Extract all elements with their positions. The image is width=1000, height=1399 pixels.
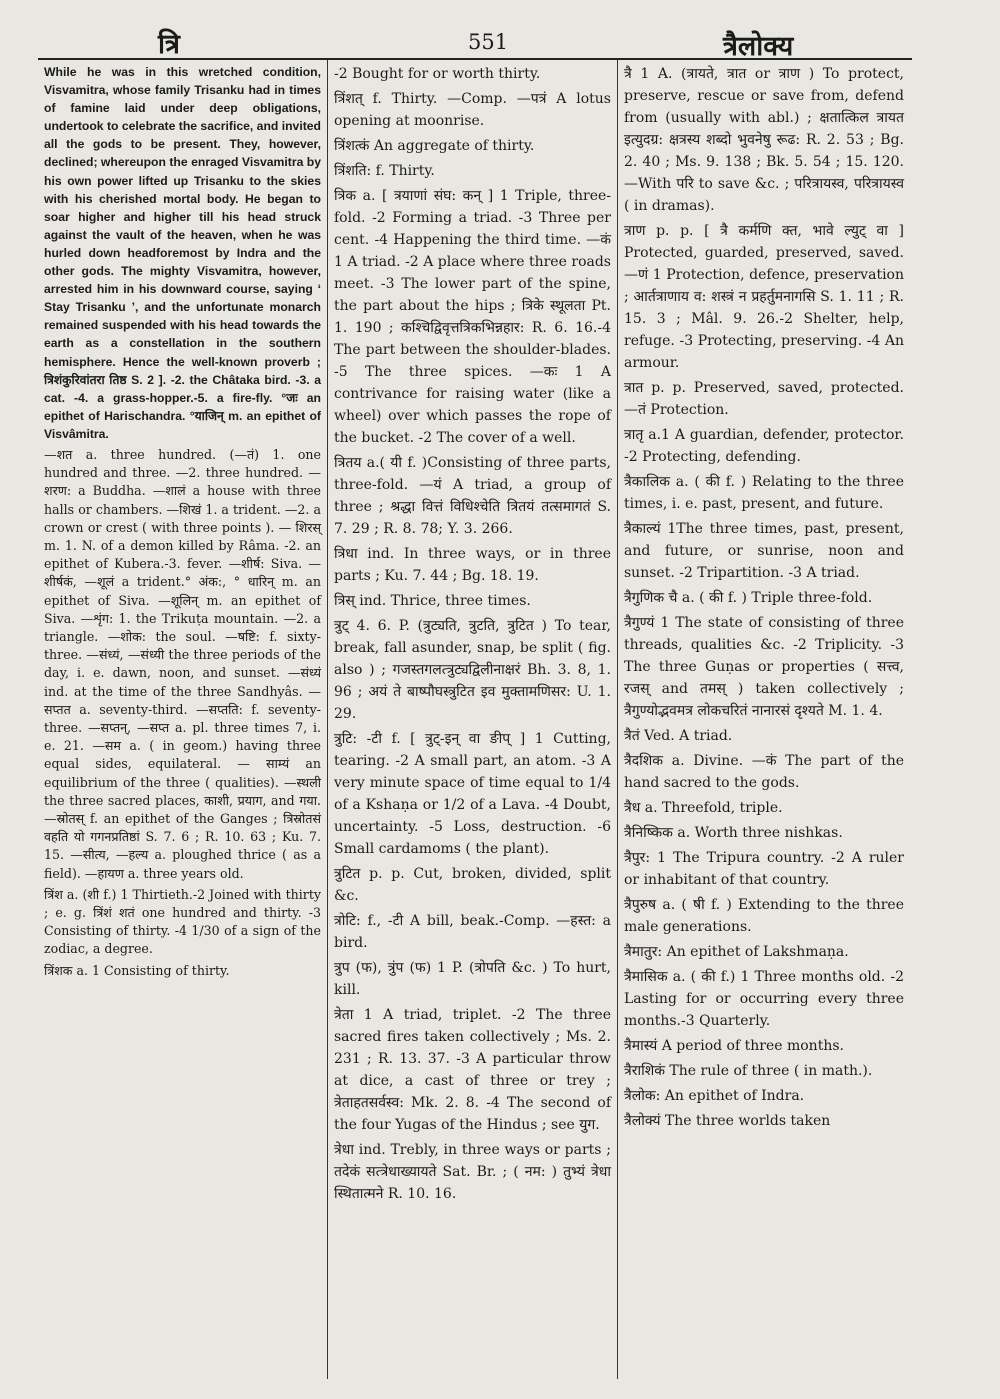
entry-paragraph: त्रैनिष्किक a. Worth three nishkas. bbox=[624, 825, 843, 841]
entry-paragraph: त्रैमास्यं A period of three months. bbox=[624, 1038, 844, 1054]
entry-paragraph: त्रैदशिक a. Divine. —कं The part of the hand sacred to the gods. bbox=[624, 753, 904, 791]
entry-paragraph: त्रिधा ind. In three ways, or in three parts ; Ku. 7. 44 ; Bg. 18. 19. bbox=[334, 546, 611, 584]
entry-paragraph: त्रैकाल्यं 1The three times, past, present, and future, or sunrise, noon and sunset. -2 Tripartition. -3 A triad. bbox=[624, 521, 904, 581]
entry-paragraph: त्रातृ a.1 A guardian, defender, protector. -2 Protecting, defending. bbox=[624, 427, 904, 465]
entry-paragraph: त्रुप (फ), त्रुंप (फ) 1 P. (त्रोपति &c. ) To hurt, kill. bbox=[334, 960, 611, 998]
entry-paragraph: त्रैपुरुष a. ( षी f. ) Extending to the three male generations. bbox=[624, 897, 904, 935]
entry-paragraph: त्रिंशति: f. Thirty. bbox=[334, 163, 435, 179]
entry-paragraph: त्रैलोक्यं The three worlds taken bbox=[624, 1113, 831, 1129]
entry-paragraph: त्रैतं Ved. A triad. bbox=[624, 728, 733, 744]
entry-paragraph: त्रैराशिकं The rule of three ( in math.). bbox=[624, 1063, 873, 1079]
entry-paragraph: त्रैपुर: 1 The Tripura country. -2 A ruler or inhabitant of that country. bbox=[624, 850, 904, 888]
entry-paragraph: त्राण p. p. [ त्रै कर्मणि क्त, भावे ल्युट् वा ] Protected, guarded, preserved, saved. —णं 1 Protection, defence, preservation ; आर्तत्राणाय व: शस्त्रं न प्रहर्तुमनागसि S. 1. 11 ; R. 15. 3 ; Mâl. 9. 26.-2 Shelter, help, refuge. -3 Protecting, preserving. -4 An armour. bbox=[624, 223, 904, 371]
column-1 bbox=[38, 60, 328, 1379]
entry-paragraph: —शत a. three hundred. (—तं) 1. one hundred and three. —2. three hundred. —शरण: a Buddha. —शालं a house with three halls or chambers. —शिखं 1. a trident. —2. a crown or crest ( with three points ). — शिरस् m. 1. N. of a demon killed by Râma. -2. an epithet of Kubera.-3. fever. —शीर्ष: Siva. —शीर्षकं, —शूलं a trident.° अंक:, ° धारिन् m. an epithet of Siva. —शूलिन् m. an epithet of Siva. —शृंग: 1. the Trikuṭa mountain. —2. a triangle. —शोक: the soul. —षष्टि: f. sixty-three. —संध्यं, —संध्यी the three periods of the day, i. e. dawn, noon, and sunset. —संध्यं ind. at the time of the three Sandhyâs. —सप्तत a. seventy-third. —सप्तति: f. seventy-three. —सप्तन्, —सप्त a. pl. three times 7, i. e. 21. —सम a. ( in geom.) having three equal sides, equilateral. — साम्यं an equilibrium of the three ( qualities). —स्थली the three sacred places, काशी, प्रयाग, and गया. —स्रोतस् f. an epithet of the Ganges ; त्रिस्रोतसं वहति यो गगनप्रतिष्ठां S. 7. 6 ; R. 10. 63 ; Ku. 7. 15. —सीत्य, —हल्य a. ploughed thrice ( as a field). —हायण a. three years old. bbox=[44, 446, 321, 881]
header-left-guideword: त्रि bbox=[158, 29, 180, 60]
continued-entry-text: While he was in this wretched condition, Visvamitra, whose family Trisanku had in times of famine laid under deep obligations, undertook to celebrate the sacrifice, and invited all the gods to be present. They, however, declined; whereupon the enraged Visvamitra by his own power lifted up Trisanku to the skies with his cherished mortal body. He began to soar higher and higher till his head struck against the vault of the heaven, when he was hurled down headforemost by Indra and the other gods. The mighty Visvamitra, however, arrested him in his downward course, saying ‘ Stay Trisanku ’, and the unfortunate monarch remained suspended with his head towards the earth as a constellation in the southern hemisphere. Hence the well-known proverb ; त्रिशंकुरिवांतरा तिष्ठ S. 2 ]. -2. the Châtaka bird. -3. a cat. -4. a grass-hopper.-5. a fire-fly. °जः an epithet of Harischandra. °याजिन् m. an epithet of Visvâmitra. bbox=[44, 65, 321, 441]
entry-paragraph: त्रेता 1 A triad, triplet. -2 The three sacred fires taken collectively ; Ms. 2. 231 ; R. 13. 37. -3 A particular throw at dice, a cast of three or trey ; त्रेताहतसर्वस्व: Mk. 2. 8. -4 The second of the four Yugas of the Hindus ; see युग. bbox=[334, 1007, 611, 1133]
entry-paragraph: त्रुटित p. p. Cut, broken, divided, split &c. bbox=[334, 866, 611, 904]
entry-paragraph: त्रितय a.( यी f. )Consisting of three parts, three-fold. —यं A triad, a group of three ; श्रद्धा वित्तं विधिश्चेति त्रितयं तत्समागतं S. 7. 29 ; R. 8. 78; Y. 3. 266. bbox=[334, 455, 611, 537]
entry-paragraph: त्रिक a. [ त्रयाणां संघ: कन् ] 1 Triple, three-fold. -2 Forming a triad. -3 Three per cent. -4 Happening the third time. —कं 1 A triad. -2 A place where three roads meet. -3 The lower part of the spine, the part about the hips ; त्रिके स्थूलता Pt. 1. 190 ; कश्चिद्विवृत्तत्रिकभिन्नहार: R. 6. 16.-4 The part between the shoulder-blades. -5 The three spices. —कः 1 A contrivance for raising water (like a wheel) over which passes the rope of the bucket. -2 The cover of a well. bbox=[334, 188, 611, 446]
entry-paragraph: त्रिंशत् f. Thirty. —Comp. —पत्रं A lotus opening at moonrise. bbox=[334, 91, 611, 129]
columns bbox=[38, 60, 912, 1379]
entry-paragraph: -2 Bought for or worth thirty. bbox=[334, 66, 541, 82]
entry-paragraph: त्रुट् 4. 6. P. (त्रुट्यति, त्रुटति, त्रुटित ) To tear, break, fall asunder, snap, be split ( fig. also ) ; गजस्तगलत्त्रुट्यद्विलीनाक्षरं Bh. 3. 8, 1. 96 ; अयं ते बाष्पौघस्त्रुटित इव मुक्तामणिसर: U. 1. 29. bbox=[334, 618, 611, 722]
page-number: 551 bbox=[468, 30, 509, 54]
entry-paragraph: त्रिंशत्कं An aggregate of thirty. bbox=[334, 138, 535, 154]
entry-paragraph: त्रेधा ind. Trebly, in three ways or parts ; तदेकं सत्त्रेधाख्यायते Sat. Br. ; ( नम: ) तुभ्यं त्रेधा स्थितात्मने R. 10. 16. bbox=[334, 1142, 611, 1202]
entry-paragraph: त्रैमासिक a. ( की f.) 1 Three months old. -2 Lasting for or occurring every three months.-3 Quarterly. bbox=[624, 969, 904, 1029]
entry-paragraph: त्रिंश a. (शी f.) 1 Thirtieth.-2 Joined with thirty ; e. g. त्रिंशं शतं one hundred and thirty. -3 Consisting of thirty. -4 1/30 of a sign of the zodiac, a degree. bbox=[44, 886, 321, 957]
entry-paragraph: त्रैमातुर: An epithet of Lakshmaṇa. bbox=[624, 944, 849, 960]
entry-paragraph: त्रैगुण्यं 1 The state of consisting of three threads, qualities &c. -2 Triplicity. -3 The three Guṇas or properties ( सत्त्व, रजस् and तमस् ) taken collectively ; त्रैगुण्योद्भवमत्र लोकचरितं नानारसं दृश्यते M. 1. 4. bbox=[624, 615, 904, 719]
entry-paragraph: त्रिंशक a. 1 Consisting of thirty. bbox=[44, 962, 230, 978]
entry-paragraph: त्रिस् ind. Thrice, three times. bbox=[334, 593, 531, 609]
entry-paragraph: त्रैध a. Threefold, triple. bbox=[624, 800, 783, 816]
page-header bbox=[38, 14, 912, 64]
column-3 bbox=[618, 60, 910, 1379]
entry-paragraph: त्रैगुणिक चै a. ( की f. ) Triple three-fold. bbox=[624, 590, 873, 606]
entry-paragraph: त्रात p. p. Preserved, saved, protected. —तं Protection. bbox=[624, 380, 904, 418]
header-right-guideword: त्रैलोक्य bbox=[723, 31, 794, 62]
entry-paragraph: त्रुटि: -टी f. [ त्रुट्-इन् वा ङीप् ] 1 Cutting, tearing. -2 A small part, an atom. -3 A very minute space of time equal to 1/4 of a Kshaṇa or 1/2 of a Lava. -4 Doubt, uncertainty. -5 Loss, destruction. -6 Small cardamoms ( the plant). bbox=[334, 731, 611, 857]
entry-paragraph: त्रोटि: f., -टी A bill, beak.-Comp. —हस्त: a bird. bbox=[334, 913, 611, 951]
entry-paragraph: त्रैलोक: An epithet of Indra. bbox=[624, 1088, 805, 1104]
entry-paragraph: त्रैकालिक a. ( की f. ) Relating to the three times, i. e. past, present, and future. bbox=[624, 474, 904, 512]
entry-paragraph: त्रै 1 A. (त्रायते, त्रात or त्राण ) To protect, preserve, rescue or save from, defend from (usually with abl.) ; क्षतात्किल त्रायत इत्युदग्र: क्षत्रस्य शब्दो भुवनेषु रूढ: R. 2. 53 ; Bg. 2. 40 ; Ms. 9. 138 ; Bk. 5. 54 ; 15. 120. —With परि to save &c. ; परित्रायस्व, परित्रायस्व ( in dramas). bbox=[624, 66, 904, 214]
column-2 bbox=[328, 60, 618, 1379]
